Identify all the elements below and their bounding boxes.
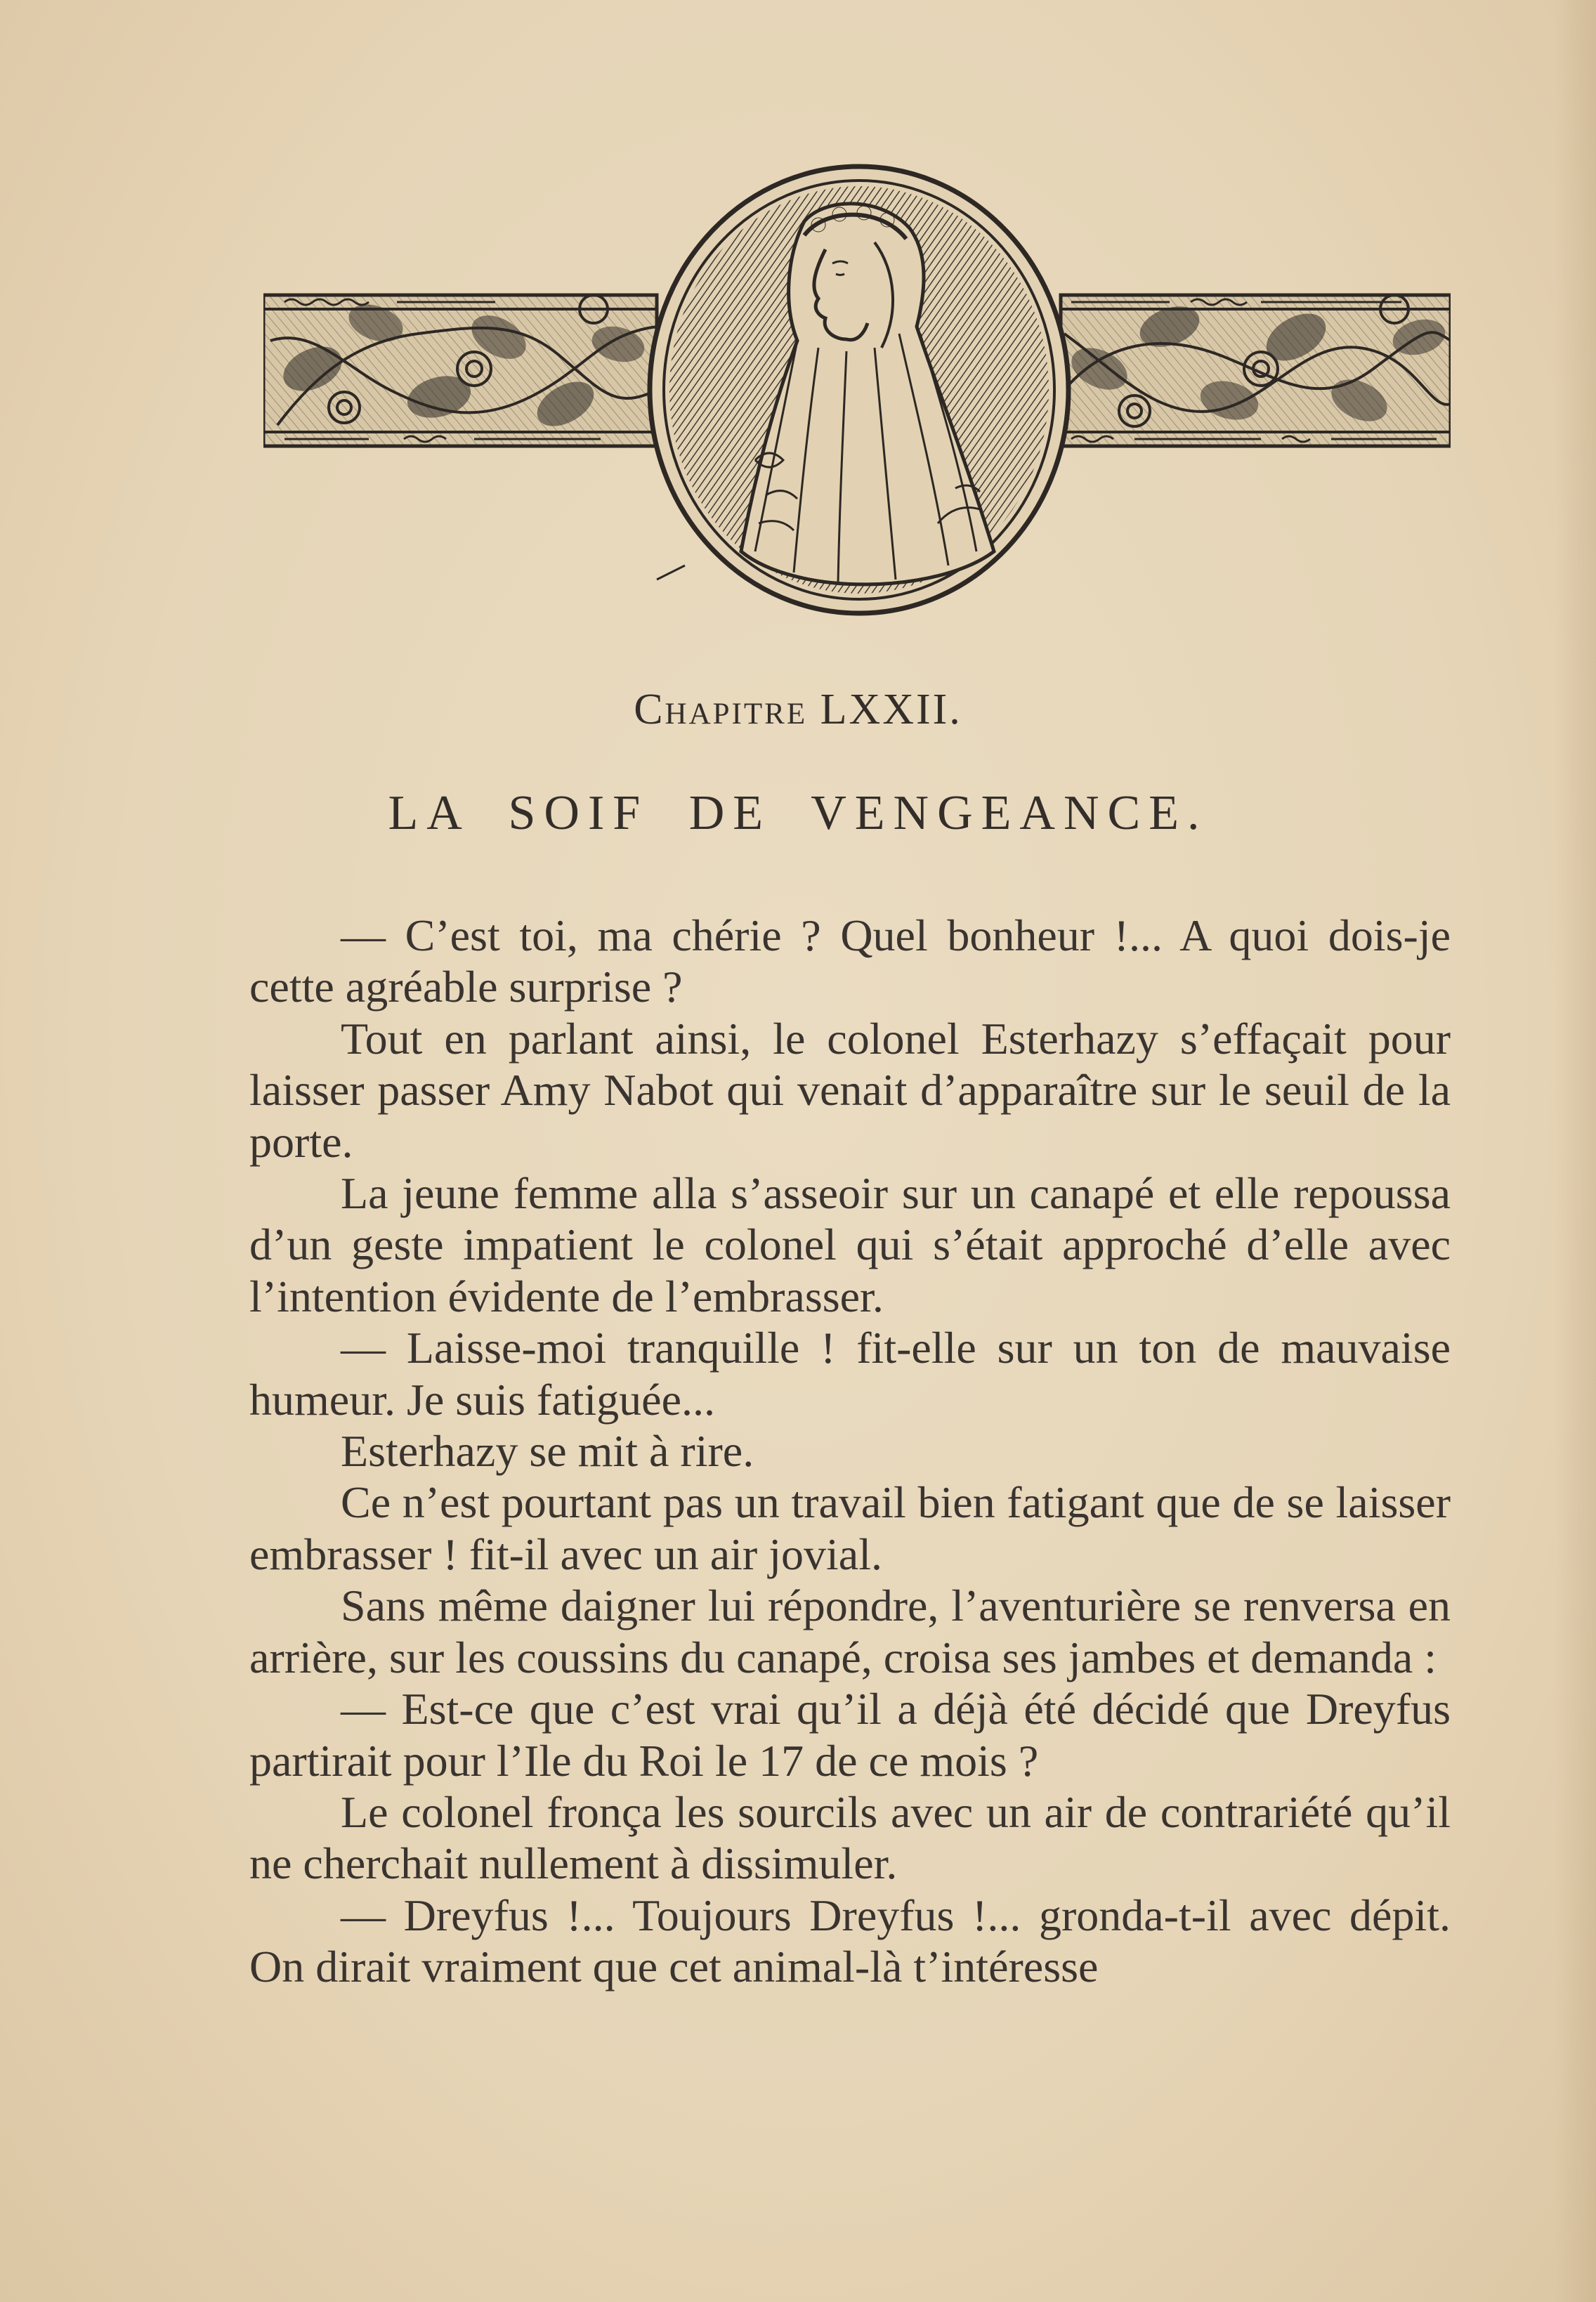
paragraph: Ce n’est pourtant pas un travail bien fatigant que de se laisser embrasser ! fit-il avec un air jovial.	[249, 1477, 1451, 1579]
portrait-medallion	[650, 166, 1068, 613]
paragraph: — Laisse-moi tranquille ! fit-elle sur un ton de mauvaise humeur. Je suis fatiguée...	[249, 1323, 1451, 1425]
left-floral-band	[263, 295, 657, 446]
paragraph: Esterhazy se mit à rire.	[341, 1426, 754, 1477]
paragraph: Tout en parlant ainsi, le colonel Esterhazy s’effaçait pour laisser passer Amy Nabot qui venait d’apparaître sur le seuil de la porte.	[249, 1013, 1451, 1167]
paragraph: — Est-ce que c’est vrai qu’il a déjà été décidé que Dreyfus partirait pour l’Ile du Roi le 17 de ce mois ?	[249, 1684, 1451, 1786]
paragraph: — C’est toi, ma chérie ? Quel bonheur !... A quoi dois-je cette agréable surprise ?	[249, 910, 1451, 1012]
body-text	[249, 910, 1451, 1993]
paragraph: Sans même daigner lui répondre, l’aventurière se renversa en arrière, sur les coussins du canapé, croisa ses jambes et demanda :	[249, 1581, 1451, 1682]
paragraph: La jeune femme alla s’asseoir sur un canapé et elle repoussa d’un geste impatient le colonel qui s’était approché d’elle avec l’intention évidente de l’embrasser.	[249, 1168, 1451, 1321]
ornament-medallion-icon	[263, 158, 1451, 622]
paragraph: — Dreyfus !... Toujours Dreyfus !... gronda-t-il avec dépit. On dirait vraiment que cet animal-là t’intéresse	[249, 1890, 1451, 1992]
chapter-heading: Chapitre LXXII.	[634, 686, 962, 733]
chapter-title: LA SOIF DE VENGEANCE.	[388, 786, 1208, 840]
paragraph: Le colonel fronça les sourcils avec un air de contrariété qu’il ne cherchait nullement à dissimuler.	[249, 1786, 1451, 1889]
right-floral-band	[1061, 295, 1451, 446]
